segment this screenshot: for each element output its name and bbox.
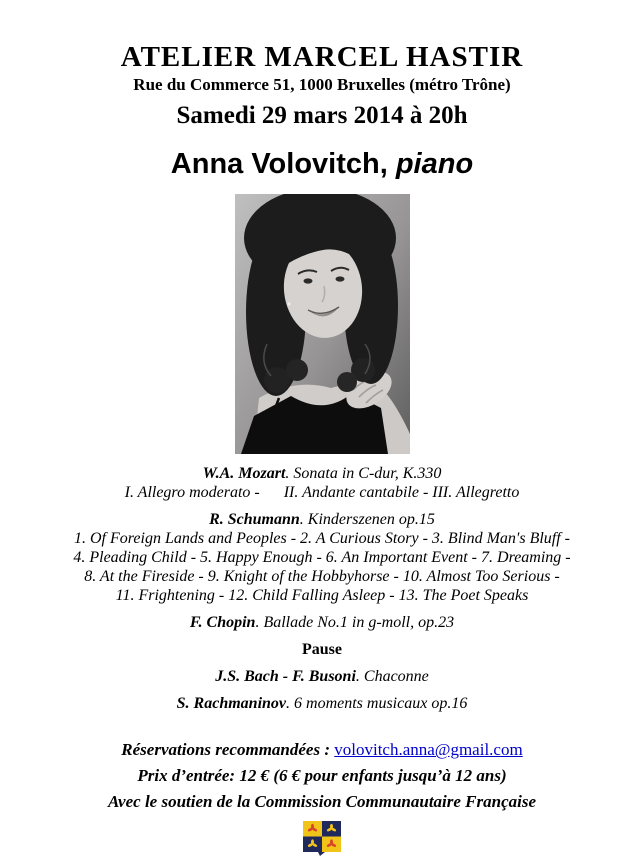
reservation-email-link[interactable]: volovitch.anna@gmail.com	[334, 740, 523, 760]
composer-name: J.S. Bach - F. Busoni	[215, 668, 356, 686]
piece-title: . Kinderszenen op.15	[299, 511, 435, 529]
composer-name: W.A. Mozart	[202, 465, 286, 483]
artist-portrait-photo	[235, 194, 410, 454]
cocof-logo-wrapper	[0, 820, 644, 856]
reservations-line	[0, 739, 644, 760]
artist-line	[0, 148, 644, 181]
program-section	[0, 464, 644, 713]
program-item-rachmaninov	[0, 694, 644, 713]
program-item-mozart	[0, 464, 644, 502]
pause-label: Pause	[302, 641, 342, 659]
price-line: Prix d’entrée: 12 € (6 € pour enfants jusqu’à 12 ans)	[137, 766, 507, 786]
program-line	[0, 510, 644, 529]
movement-line: I. Allegro moderato - II. Andante cantabile - III. Allegretto	[124, 484, 520, 502]
program-line	[0, 667, 644, 686]
program-item-bach-busoni	[0, 667, 644, 686]
footer-section	[0, 739, 644, 812]
program-item-schumann	[0, 510, 644, 605]
program-line	[0, 464, 644, 483]
artist-photo-wrapper	[0, 194, 644, 454]
program-line	[0, 613, 644, 632]
event-datetime: Samedi 29 mars 2014 à 20h	[176, 102, 468, 130]
movement-line: 4. Pleading Child - 5. Happy Enough - 6. An Important Event - 7. Dreaming -	[73, 549, 571, 567]
composer-name: R. Schumann	[209, 511, 300, 529]
program-item-chopin	[0, 613, 644, 632]
movement-line: 11. Frightening - 12. Child Falling Asleep - 13. The Poet Speaks	[115, 587, 529, 605]
composer-name: S. Rachmaninov	[176, 695, 287, 713]
venue-address: Rue du Commerce 51, 1000 Bruxelles (métro Trône)	[133, 75, 511, 95]
cocof-logo	[302, 820, 342, 856]
movement-line: 8. At the Fireside - 9. Knight of the Hobbyhorse - 10. Almost Too Serious -	[84, 568, 560, 586]
reservations-label: Réservations recommandées :	[121, 740, 335, 760]
piece-title: . 6 moments musicaux op.16	[286, 695, 468, 713]
artist-instrument: piano	[395, 148, 474, 181]
support-line: Avec le soutien de la Commission Communautaire Française	[107, 792, 537, 812]
venue-title: ATELIER MARCEL HASTIR	[120, 41, 524, 73]
piece-title: . Chaconne	[355, 668, 429, 686]
program-line	[0, 694, 644, 713]
piece-title: . Sonata in C-dur, K.330	[285, 465, 442, 483]
movement-line: 1. Of Foreign Lands and Peoples - 2. A Curious Story - 3. Blind Man's Bluff -	[74, 530, 570, 548]
piece-title: . Ballade No.1 in g-moll, op.23	[255, 614, 455, 632]
artist-name: Anna Volovitch,	[170, 148, 388, 181]
composer-name: F. Chopin	[189, 614, 256, 632]
